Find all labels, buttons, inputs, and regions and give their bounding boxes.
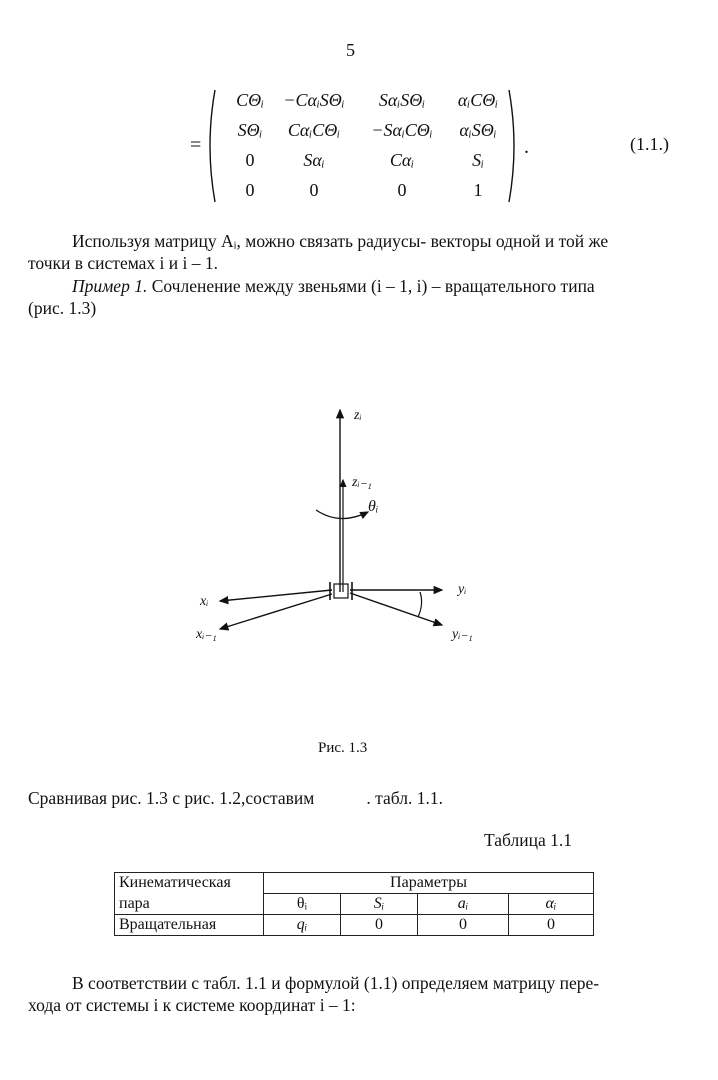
coordinate-frames-diagram	[190, 400, 530, 650]
compare-sentence	[28, 788, 443, 809]
header-parameters: Параметры	[264, 873, 594, 894]
rotation-arrow	[316, 510, 368, 519]
paragraph-1-line-1: Используя матрицу Aᵢ, можно связать радиусы- векторы одной и той же	[72, 231, 609, 251]
matrix-cell-r4c2: 0	[309, 180, 319, 200]
paragraph-3-line-1: В соответствии с табл. 1.1 и формулой (1.1) определяем матрицу пере-	[72, 973, 600, 993]
label-y-i: yᵢ	[458, 582, 467, 597]
equals-sign: =	[190, 134, 202, 156]
angle-arc	[418, 592, 422, 617]
row-value-alpha: 0	[509, 915, 594, 936]
right-parenthesis	[508, 88, 520, 204]
header-theta: θᵢ	[264, 894, 341, 915]
paragraph-1	[28, 230, 688, 274]
matrix-cell-r4c3: 0	[397, 180, 407, 200]
label-z-i-1: zᵢ₋₁	[352, 475, 372, 490]
paragraph-2-line-2: (рис. 1.3)	[28, 298, 97, 318]
header-joint-type: Кинематическая	[115, 873, 264, 894]
page-number: 5	[346, 40, 355, 60]
row-value-a: 0	[418, 915, 509, 936]
example-label: Пример 1.	[72, 276, 148, 296]
row-value-theta: qᵢ	[264, 915, 341, 936]
matrix-cell-r2c3: −SαᵢCΘᵢ	[371, 120, 433, 140]
parameters-table	[114, 872, 594, 936]
matrix-cell-r4c1: 0	[245, 180, 255, 200]
left-parenthesis	[204, 88, 216, 204]
matrix-cell-r3c1: 0	[245, 150, 255, 170]
paragraph-2	[28, 275, 688, 319]
row-value-s: 0	[341, 915, 418, 936]
paragraph-3-line-2: хода от системы i к системе координат i – 1:	[28, 995, 356, 1015]
label-x-i-1: xᵢ₋₁	[196, 627, 217, 642]
matrix-cell-r1c4: αᵢCΘᵢ	[457, 90, 499, 110]
table-title: Таблица 1.1	[484, 830, 572, 850]
compare-text-part-1: Сравнивая рис. 1.3 с рис. 1.2,составим	[28, 788, 315, 808]
matrix-cell-r1c1: CΘᵢ	[236, 90, 264, 110]
matrix-equation	[190, 88, 535, 206]
label-x-i: xᵢ	[200, 594, 209, 609]
compare-text-part-2: . табл. 1.1.	[366, 788, 443, 808]
header-joint-type-line-2: пара	[115, 894, 264, 915]
header-alpha: αᵢ	[509, 894, 594, 915]
matrix-cell-r4c4: 1	[473, 180, 483, 200]
matrix-cell-r1c2: −CαᵢSΘᵢ	[283, 90, 345, 110]
label-z-i: zᵢ	[354, 408, 362, 423]
matrix-cell-r3c4: Sᵢ	[472, 150, 484, 170]
paragraph-1-line-2: точки в системах i и i – 1.	[28, 253, 219, 273]
header-s: Sᵢ	[341, 894, 418, 915]
matrix-cell-r2c4: αᵢSΘᵢ	[459, 120, 497, 140]
row-joint-name: Вращательная	[115, 915, 264, 936]
paragraph-3	[28, 972, 688, 1016]
paragraph-2-line-1: Сочленение между звеньями (i – 1, i) – вращательного типа	[147, 276, 595, 296]
matrix-cell-r1c3: SαᵢSΘᵢ	[378, 90, 426, 110]
equation-number: (1.1.)	[630, 134, 669, 154]
matrix-cell-r2c2: CαᵢCΘᵢ	[287, 120, 341, 140]
figure-caption: Рис. 1.3	[318, 740, 368, 756]
matrix-cell-r3c3: Cαᵢ	[389, 150, 415, 170]
matrix-cell-r2c1: SΘᵢ	[237, 120, 263, 140]
header-a: aᵢ	[418, 894, 509, 915]
joint-symbol	[334, 584, 348, 598]
matrix-cell-r3c2: Sαᵢ	[303, 150, 325, 170]
matrix-end-dot: .	[524, 136, 529, 158]
y-i-1-axis	[350, 593, 442, 625]
figure-joint-diagram	[190, 400, 530, 650]
label-theta: θᵢ	[368, 498, 379, 515]
label-y-i-1: yᵢ₋₁	[452, 627, 473, 642]
